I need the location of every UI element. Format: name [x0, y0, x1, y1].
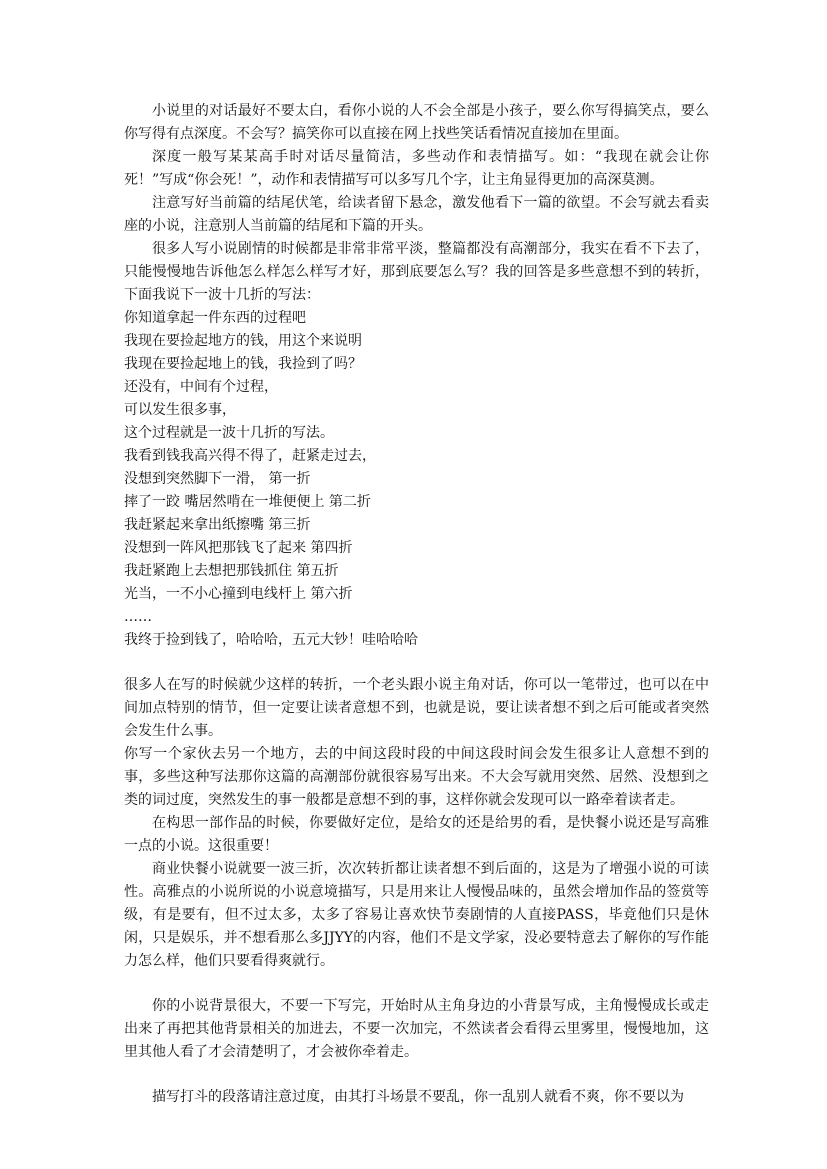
example-line: 我赶紧起来拿出纸擦嘴 第三折 — [124, 517, 311, 533]
example-line: 还没有，中间有个过程， — [124, 379, 278, 395]
paragraph-lack-twists: 很多人在写的时候就少这样的转折，一个老头跟小说主角对话，你可以一笔带过，也可以在中间加点特别的情节，但一定要让读者意想不到，也就是说，要让读者想不到之后可能或者突然会发生什么事。 — [124, 677, 709, 739]
example-line: 我现在要捡起地上的钱，我捡到了吗？ — [124, 356, 362, 372]
example-line: 我赶紧跑上去想把那钱抓住 第五折 — [124, 563, 339, 579]
example-line: 这个过程就是一波十几折的写法。 — [124, 425, 334, 441]
example-line: 没想到一阵风把那钱飞了起来 第四折 — [124, 540, 353, 556]
example-line: 可以发生很多事， — [124, 402, 236, 418]
example-line: 没想到突然脚下一滑， 第一折 — [124, 471, 311, 487]
example-line: 你知道拿起一件东西的过程吧 — [124, 310, 306, 326]
blank-line — [124, 652, 709, 674]
example-line: 摔了一跤 嘴居然啃在一堆便便上 第二折 — [124, 494, 371, 510]
blank-line — [124, 973, 709, 995]
document-page — [124, 100, 709, 1109]
paragraph-positioning: 在构思一部作品的时候，你要做好定位，是给女的还是给男的看，是快餐小说还是写高雅一点的小说。这很重要！ — [124, 815, 709, 854]
example-line: …… — [124, 609, 152, 625]
blank-line — [124, 1064, 709, 1086]
paragraph-dialogue: 小说里的对话最好不要太白，看你小说的人不会全部是小孩子，要么你写得搞笑点，要么你写得有点深度。不会写？搞笑你可以直接在网上找些笑话看情况直接加在里面。 — [124, 103, 709, 142]
paragraph-depth: 深度一般写某某高手时对话尽量简洁，多些动作和表情描写。如：“我现在就会让你死！”写成“你会死！”，动作和表情描写可以多写几个字，让主角显得更加的高深莫测。 — [124, 149, 709, 188]
paragraph-journey: 你写一个家伙去另一个地方，去的中间这段时段的中间这段时间会发生很多让人意想不到的事，多些这种写法那你这篇的高潮部份就很容易写出来。不大会写就用突然、居然、没想到之类的词过度，突然发生的事一般都是意想不到的事，这样你就会发现可以一路牵着读者走。 — [124, 746, 709, 808]
example-line: 光当，一不小心撞到电线杆上 第六折 — [124, 586, 353, 602]
paragraph-fight: 描写打斗的段落请注意过度，由其打斗场景不要乱，你一乱别人就看不爽，你不要以为 — [152, 1089, 684, 1105]
paragraph-commercial: 商业快餐小说就要一波三折，次次转折都让读者想不到后面的，这是为了增强小说的可读性。高雅点的小说所说的小说意境描写，只是用来让人慢慢品味的，虽然会增加作品的签赏等级，有是要有，但不过太多，太多了容易让喜欢快节奏剧情的人直接PASS，毕竟他们只是休闲，只是娱乐，并不想看那么多JJYY的内容，他们不是文学家，没必要特意去了解你的写作能力怎么样，他们只要看得爽就行。 — [124, 861, 709, 969]
paragraph-foreshadow: 注意写好当前篇的结尾伏笔，给读者留下悬念，激发他看下一篇的欲望。不会写就去看卖座的小说，注意别人当前篇的结尾和下篇的开头。 — [124, 195, 709, 234]
paragraph-twists: 很多人写小说剧情的时候都是非常非常平淡，整篇都没有高潮部分，我实在看不下去了，只能慢慢地告诉他怎么样怎么样写才好，那到底要怎么写？我的回答是多些意想不到的转折，下面我说下一波十几折的写法： — [124, 241, 709, 303]
example-line: 我终于捡到钱了，哈哈哈，五元大钞！哇哈哈哈 — [124, 632, 418, 648]
example-line: 我现在要捡起地方的钱，用这个来说明 — [124, 333, 362, 349]
example-line: 我看到钱我高兴得不得了，赶紧走过去， — [124, 448, 376, 464]
example-lines — [124, 307, 709, 652]
paragraph-background: 你的小说背景很大，不要一下写完，开始时从主角身边的小背景写成，主角慢慢成长或走出来了再把其他背景相关的加进去，不要一次加完，不然读者会看得云里雾里，慢慢地加，这里其他人看了才会清楚明了，才会被你牵着走。 — [124, 998, 709, 1060]
